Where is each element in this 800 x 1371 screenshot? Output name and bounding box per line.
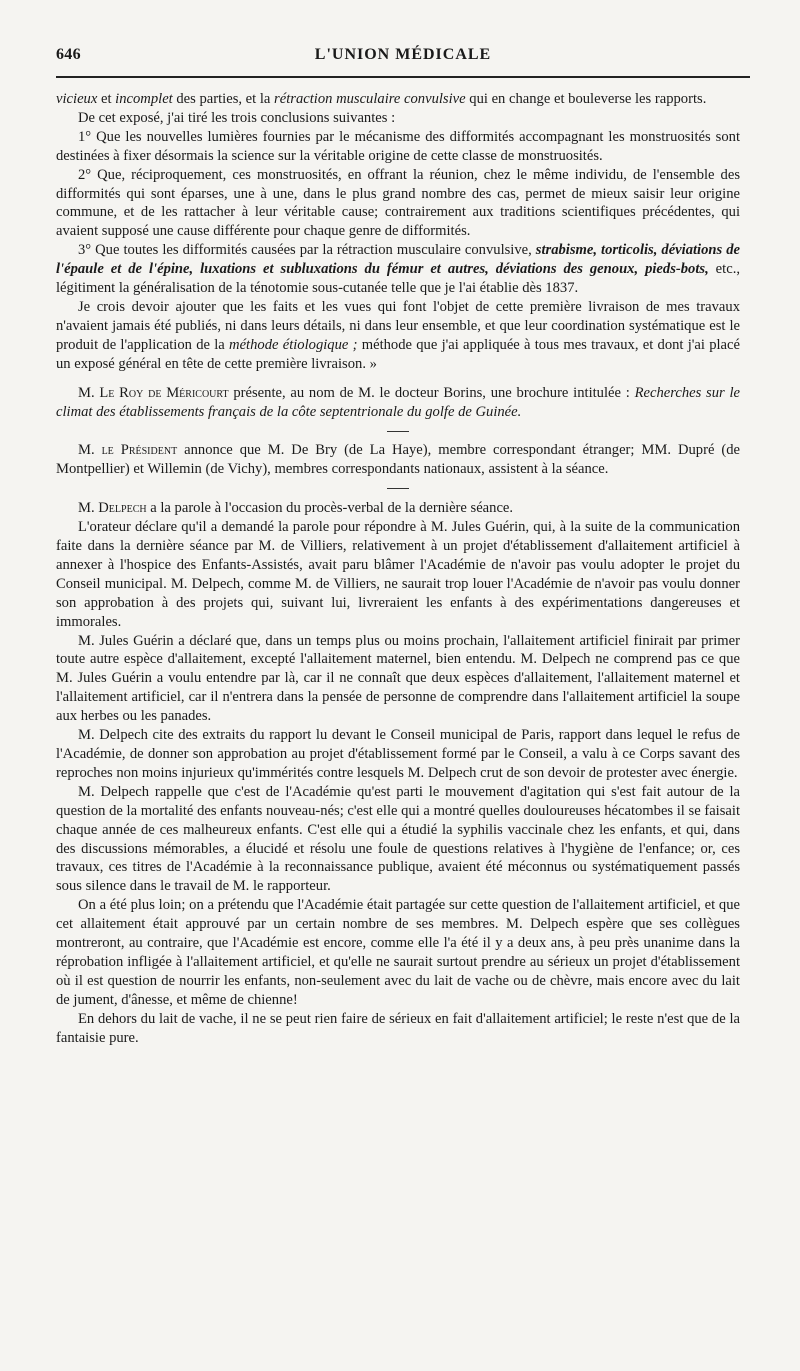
paragraph-academie: M. Delpech rappelle que c'est de l'Académie qu'est parti le mouvement d'agitation qui s'est fait autour de la question de la mortalité des enfants nouveau-nés; c'est elle qui a montré quelles douloureuses hécatombes il se faisait chaque année de ces malheureux enfants. C'est elle qui a étudié la syphilis vaccinale chez les enfants, et qui, dans des discussions mémorables, a élucidé et résolu une foule de questions relatives à l'hygiène de l'enfance; or, ces travaux, ces titres de l'Académie à la reconnaissance publique, avaient été méconnus ou systématiquement passés sous silence dans le travail de M. le rapporteur.	[56, 783, 740, 895]
italic-term: vicieux	[56, 91, 98, 107]
text-run: 3° Que toutes les difformités causées par la rétraction musculaire convulsive,	[78, 242, 536, 259]
section-dash	[56, 423, 740, 437]
text-run: etc., légitiment la généralisation de la ténotomie sous-cutanée telle que je l'ai établie dès 1837.	[56, 261, 740, 297]
text-run: des parties, et la	[172, 91, 275, 107]
paragraph-closing-quote	[56, 298, 740, 374]
page-number: 646	[56, 46, 81, 63]
italic-term: rétraction musculaire convulsive	[274, 91, 466, 107]
header-rule	[56, 76, 750, 78]
text-run: Je crois devoir ajouter que les faits et les vues qui font l'objet de cette première livraison de mes travaux n'avaient jamais été publiés, ni dans leurs détails, ni dans leur ensemble, et que leur coordination systématique est le produit de l'application de la	[56, 298, 740, 353]
paragraph-further: On a été plus loin; on a prétendu que l'Académie était partagée sur cette question de l'allaitement artificiel, et que cet allaitement était approuvé par un certain nombre de ses membres. M. Delpech espère que ses collègues montreront, au contraire, que l'Académie est encore, comme elle l'a été il y a deux ans, à peu près unanime dans la réprobation infligée à l'allaitement artificiel, et qu'elle ne saurait surtout prendre au sérieux un projet d'établissement où il est question de nourrir les enfants, non-seulement avec du lait de vache ou de chèvre, mais encore avec du lait de jument, d'ânesse, et même de chienne!	[56, 897, 740, 1008]
text-run: présente, au nom de M. le docteur Borins, une brochure intitulée :	[228, 384, 635, 401]
paragraph-report: M. Delpech cite des extraits du rapport lu devant le Conseil municipal de Paris, rapport dans lequel le refus de l'Académie, de donner son approbation au projet d'établissement formé par le Conseil, a valu à ce Corps savant des reproches non moins injurieux qu'immérités contre lesquels M. Delpech crut de son devoir de protester avec énergie.	[56, 727, 740, 781]
conclusion-1: 1° Que les nouvelles lumières fournies par le mécanisme des difformités accompagnant les monstruosités sont destinées à fixer désormais la science sur la véritable origine de cette classe de monstruosités.	[56, 128, 740, 164]
brochure-title: Recherches sur le climat des établissements français de la côte septentrionale du golfe de Guinée.	[56, 384, 741, 420]
paragraph-guerin: M. Jules Guérin a déclaré que, dans un temps plus ou moins prochain, l'allaitement artificiel finirait par primer toute autre espèce d'allaitement, excepté l'allaitement maternel, bien entendu. M. Delpech ne comprend pas ce que M. Jules Guérin a voulu entendre par là, car il ne connaît que deux espèces d'allaitement, l'allaitement maternel et l'allaitement artificiel, car il n'entrera dans la pensée de personne de comprendre dans l'allaitement artificiel la soupe aux herbes ou les panades.	[56, 632, 740, 725]
paragraph-presentation	[56, 384, 740, 422]
text-run: annonce que M. De Bry (de La Haye), membre correspondant étranger; MM. Dupré (de Montpellier) et Willemin (de Vichy), membres correspondants nationaux, assistent à la séance.	[56, 442, 740, 478]
speaker-name: M. Le Roy de Méricourt	[78, 384, 229, 401]
conclusion-3	[56, 241, 740, 298]
speaker-name: M. Delpech	[78, 500, 147, 517]
text-run: a la parole à l'occasion du procès-verbal de la dernière séance.	[146, 500, 514, 517]
paragraph-conclusion: En dehors du lait de vache, il ne se peut rien faire de sérieux en fait d'allaitement artificiel; le reste n'est que de la fantaisie pure.	[56, 1010, 740, 1046]
text-run: et	[97, 91, 116, 107]
section-dash	[56, 481, 740, 495]
paragraph-delpech-intro	[56, 499, 740, 518]
italic-list: strabisme, torticolis, déviations de l'épaule et de l'épine, luxations et subluxations du fémur et autres, déviations des genoux, pieds-bots,	[56, 242, 740, 278]
paragraph-continuation	[56, 90, 740, 109]
article-body	[56, 90, 740, 1048]
text-run: qui en change et bouleverse les rapports.	[465, 91, 707, 107]
running-title: L'UNION MÉDICALE	[314, 46, 492, 63]
paragraph-conclusions-intro: De cet exposé, j'ai tiré les trois conclusions suivantes :	[78, 109, 396, 126]
page-header	[56, 44, 750, 72]
text-run: méthode que j'ai appliquée à tous mes travaux, et dont j'ai placé un exposé général en tête de cette première livraison. »	[56, 336, 740, 372]
italic-term: méthode étiologique ;	[229, 336, 358, 353]
conclusion-2: 2° Que, réciproquement, ces monstruosités, en offrant la réunion, chez le même individu, de l'ensemble des difformités qui sont éparses, une à une, dans le plus grand nombre des cas, permet de mieux saisir leur origine commune, et de les rattacher à leur véritable cause; contrairement aux traditions scientifiques précédentes, qui avaient supposé une cause différente pour chaque genre de difformités.	[56, 166, 740, 240]
speaker-name: M. le Président	[78, 442, 178, 459]
italic-term: incomplet	[115, 91, 173, 107]
paragraph-president	[56, 441, 740, 479]
paragraph-orator: L'orateur déclare qu'il a demandé la parole pour répondre à M. Jules Guérin, qui, à la suite de la communication faite dans la dernière séance par M. de Villiers, relativement à un projet d'établissement d'allaitement artificiel à annexer à l'hospice des Enfants-Assistés, avait paru blâmer l'Académie de n'avoir pas voulu adopter le projet du Conseil municipal. M. Delpech, comme M. de Villiers, ne saurait trop louer l'Académie de n'avoir pas voulu donner son approbation à des projets qui, suivant lui, livreraient les enfants à des expérimentations dangereuses et immorales.	[56, 519, 740, 630]
